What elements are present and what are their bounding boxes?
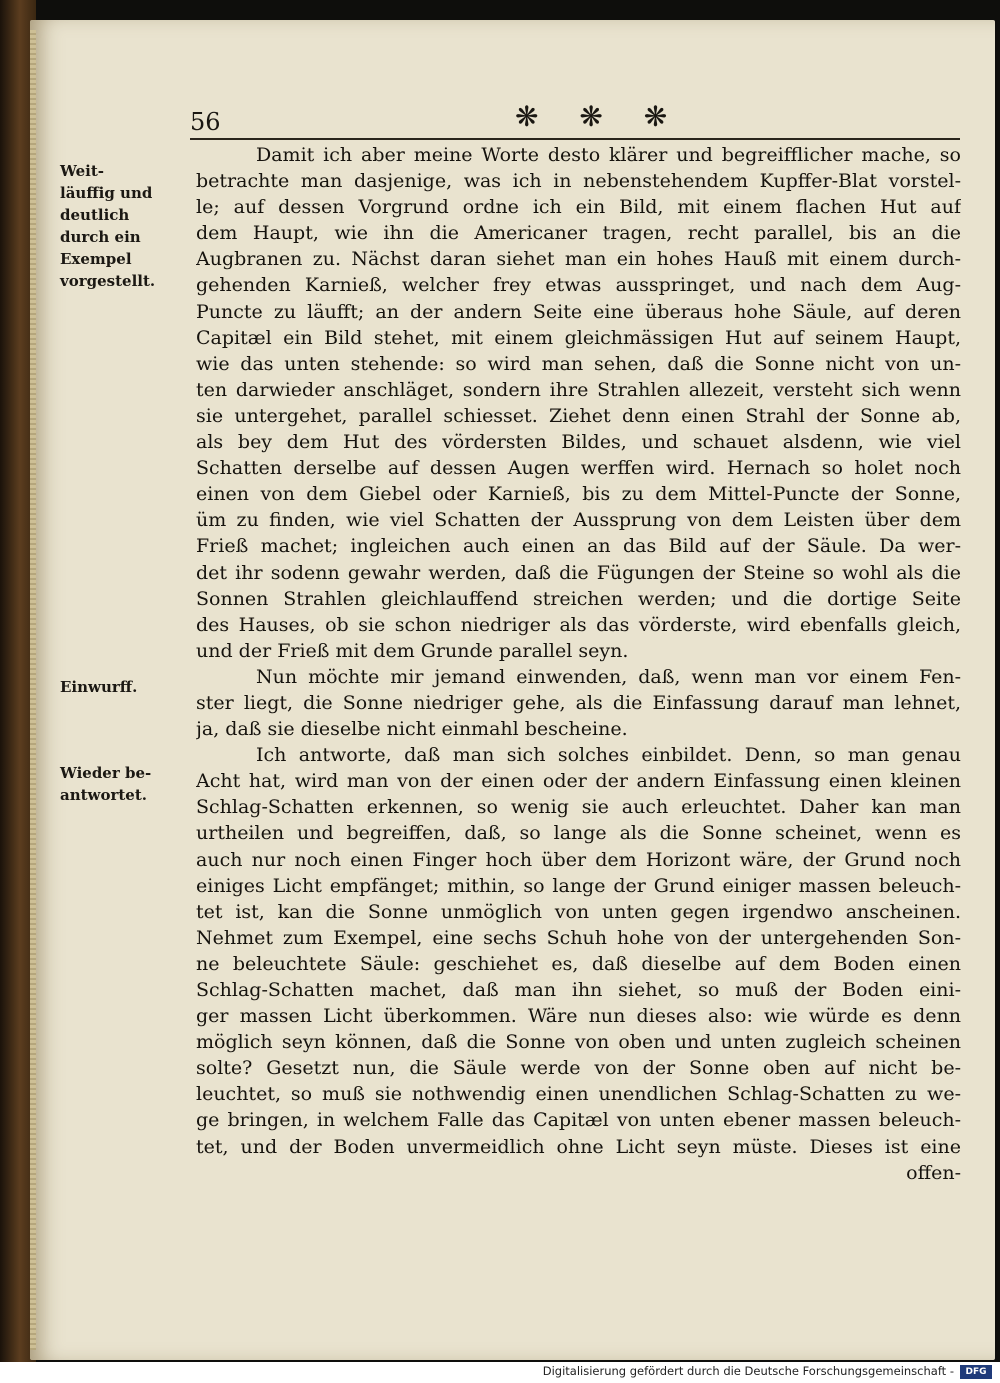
text-line: dem Haupt, wie ihn die Americaner tragen, recht parallel, bis an die (196, 222, 961, 245)
text-line: le; auf dessen Vorgrund ordne ich ein Bild, mit einem flachen Hut auf (196, 196, 961, 219)
text-line: Nun möchte mir jemand einwenden, daß, wenn man vor einem Fen- (256, 665, 961, 688)
text-line: einiges Licht empfänget; mithin, so lange der Grund einiger massen beleuch- (196, 874, 961, 897)
marginal-line: läuffig und (60, 184, 153, 202)
marginal-line: antwortet. (60, 786, 147, 804)
text-line: betrachte man dasjenige, was ich in nebenstehendem Kupffer-Blat vorstel- (196, 170, 961, 193)
text-line: Frieß machet; ingleichen auch einen an das Bild auf der Säule. Da wer- (196, 535, 961, 558)
body-text (196, 142, 961, 1186)
text-line: tet ist, kan die Sonne unmöglich von unten gegen irgendwo anscheinen. (196, 900, 961, 923)
footer-credit: Digitalisierung gefördert durch die Deutsche Forschungsgemeinschaft - (542, 1364, 954, 1378)
text-line: und der Frieß mit dem Grunde parallel seyn. (196, 639, 629, 662)
text-line: Nehmet zum Exempel, eine sechs Schuh hohe von der untergehenden Son- (196, 926, 961, 949)
text-line: ja, daß sie dieselbe nicht einmahl bescheine. (196, 718, 628, 741)
text-line: sie untergehet, parallel schiesset. Ziehet denn einen Strahl der Sonne ab, (196, 404, 961, 427)
text-line: Puncte zu läufft; an der andern Seite eine überaus hohe Säule, auf deren (196, 300, 961, 323)
text-line: einen von dem Giebel oder Karnieß, bis zu dem Mittel-Puncte der Sonne, (196, 483, 961, 506)
marginal-note-weitlaeuffig (60, 160, 190, 292)
marginal-line: deutlich (60, 206, 130, 224)
marginal-line: Exempel (60, 250, 132, 268)
text-line: üm zu finden, wie viel Schatten der Aussprung von dem Leisten über dem (196, 509, 961, 532)
text-line: Damit ich aber meine Worte desto klärer und begreifflicher mache, so (256, 144, 961, 166)
text-line: auch nur noch einen Finger hoch über dem Horizont wäre, der Grund noch (196, 848, 961, 871)
text-line: Ich antworte, daß man sich solches einbildet. Denn, so man genau (256, 744, 961, 767)
text-line: ge bringen, in welchem Falle das Capitæl von unten ebener massen beleuch- (196, 1109, 961, 1132)
text-line: gehenden Karnieß, welcher frey etwas ausspringet, und nach dem Aug- (196, 274, 961, 297)
text-line: als bey dem Hut des vördersten Bildes, und schauet alsdenn, wie viel (196, 431, 961, 454)
text-line: ten darwieder anschläget, sondern ihre Strahlen allezeit, versteht sich wenn (196, 378, 961, 401)
text-line: offen- (906, 1161, 961, 1184)
page-edge (30, 30, 36, 1350)
text-line: det ihr sodenn gewahr werden, daß die Fügungen der Steine so wohl als die (196, 561, 961, 584)
header-rule (190, 138, 960, 140)
marginal-line: durch ein (60, 228, 141, 246)
marginal-line: Einwurff. (60, 678, 138, 696)
text-line: Acht hat, wird man von der einen oder der andern Einfassung einen kleinen (196, 770, 961, 793)
text-line: wie das unten stehende: so wird man sehen, daß die Sonne nicht von un- (196, 352, 961, 375)
marginal-note-einwurff (60, 676, 190, 698)
text-line: Capitæl ein Bild stehet, mit einem gleichmässigen Hut auf seinem Haupt, (196, 326, 961, 349)
text-line: tet, und der Boden unvermeidlich ohne Licht seyn müste. Dieses ist eine (196, 1135, 961, 1158)
running-head (160, 100, 960, 140)
ornament-glyphs: ❋ ❋ ❋ (515, 100, 684, 133)
text-line: des Hauses, ob sie schon niedriger als das vörderste, wird ebenfalls gleich, (196, 613, 961, 636)
text-line: ster liegt, die Sonne niedriger gehe, als die Einfassung darauf man lehnet, (196, 691, 961, 714)
page-number: 56 (190, 108, 221, 136)
text-line: Schlag-Schatten machet, daß man ihn siehet, so muß der Boden eini- (196, 979, 961, 1001)
text-line: ger massen Licht überkommen. Wäre nun dieses also: wie würde es denn (196, 1005, 961, 1028)
digitization-footer (0, 1362, 1000, 1383)
text-line: leuchtet, so muß sie nothwendig einen unendlichen Schlag-Schatten zu we- (196, 1083, 961, 1106)
marginal-line: Wieder be- (60, 764, 152, 782)
marginal-note-wieder-beantwortet (60, 762, 190, 806)
marginal-line: Weit- (60, 162, 105, 180)
text-line: ne beleuchtete Säule: geschiehet es, daß dieselbe auf dem Boden einen (196, 952, 961, 975)
marginal-line: vorgestellt. (60, 272, 156, 290)
text-line: Augbranen zu. Nächst daran siehet man ein hohes Hauß mit einem durch- (196, 248, 961, 271)
text-line: Sonnen Strahlen gleichlauffend streichen werden; und die dortige Seite (196, 587, 961, 610)
dfg-logo: DFG (960, 1365, 992, 1379)
text-line: solte? Gesetzt nun, die Säule werde von der Sonne oben auf nicht be- (196, 1057, 961, 1080)
text-line: Schlag-Schatten erkennen, so wenig sie auch erleuchtet. Daher kan man (196, 796, 961, 819)
text-line: möglich seyn können, daß die Sonne von oben und unten zugleich scheinen (196, 1031, 961, 1054)
text-line: Schatten derselbe auf dessen Augen werffen wird. Hernach so holet noch (196, 457, 961, 480)
text-line: urtheilen und begreiffen, daß, so lange als die Sonne scheinet, wenn es (196, 822, 961, 845)
